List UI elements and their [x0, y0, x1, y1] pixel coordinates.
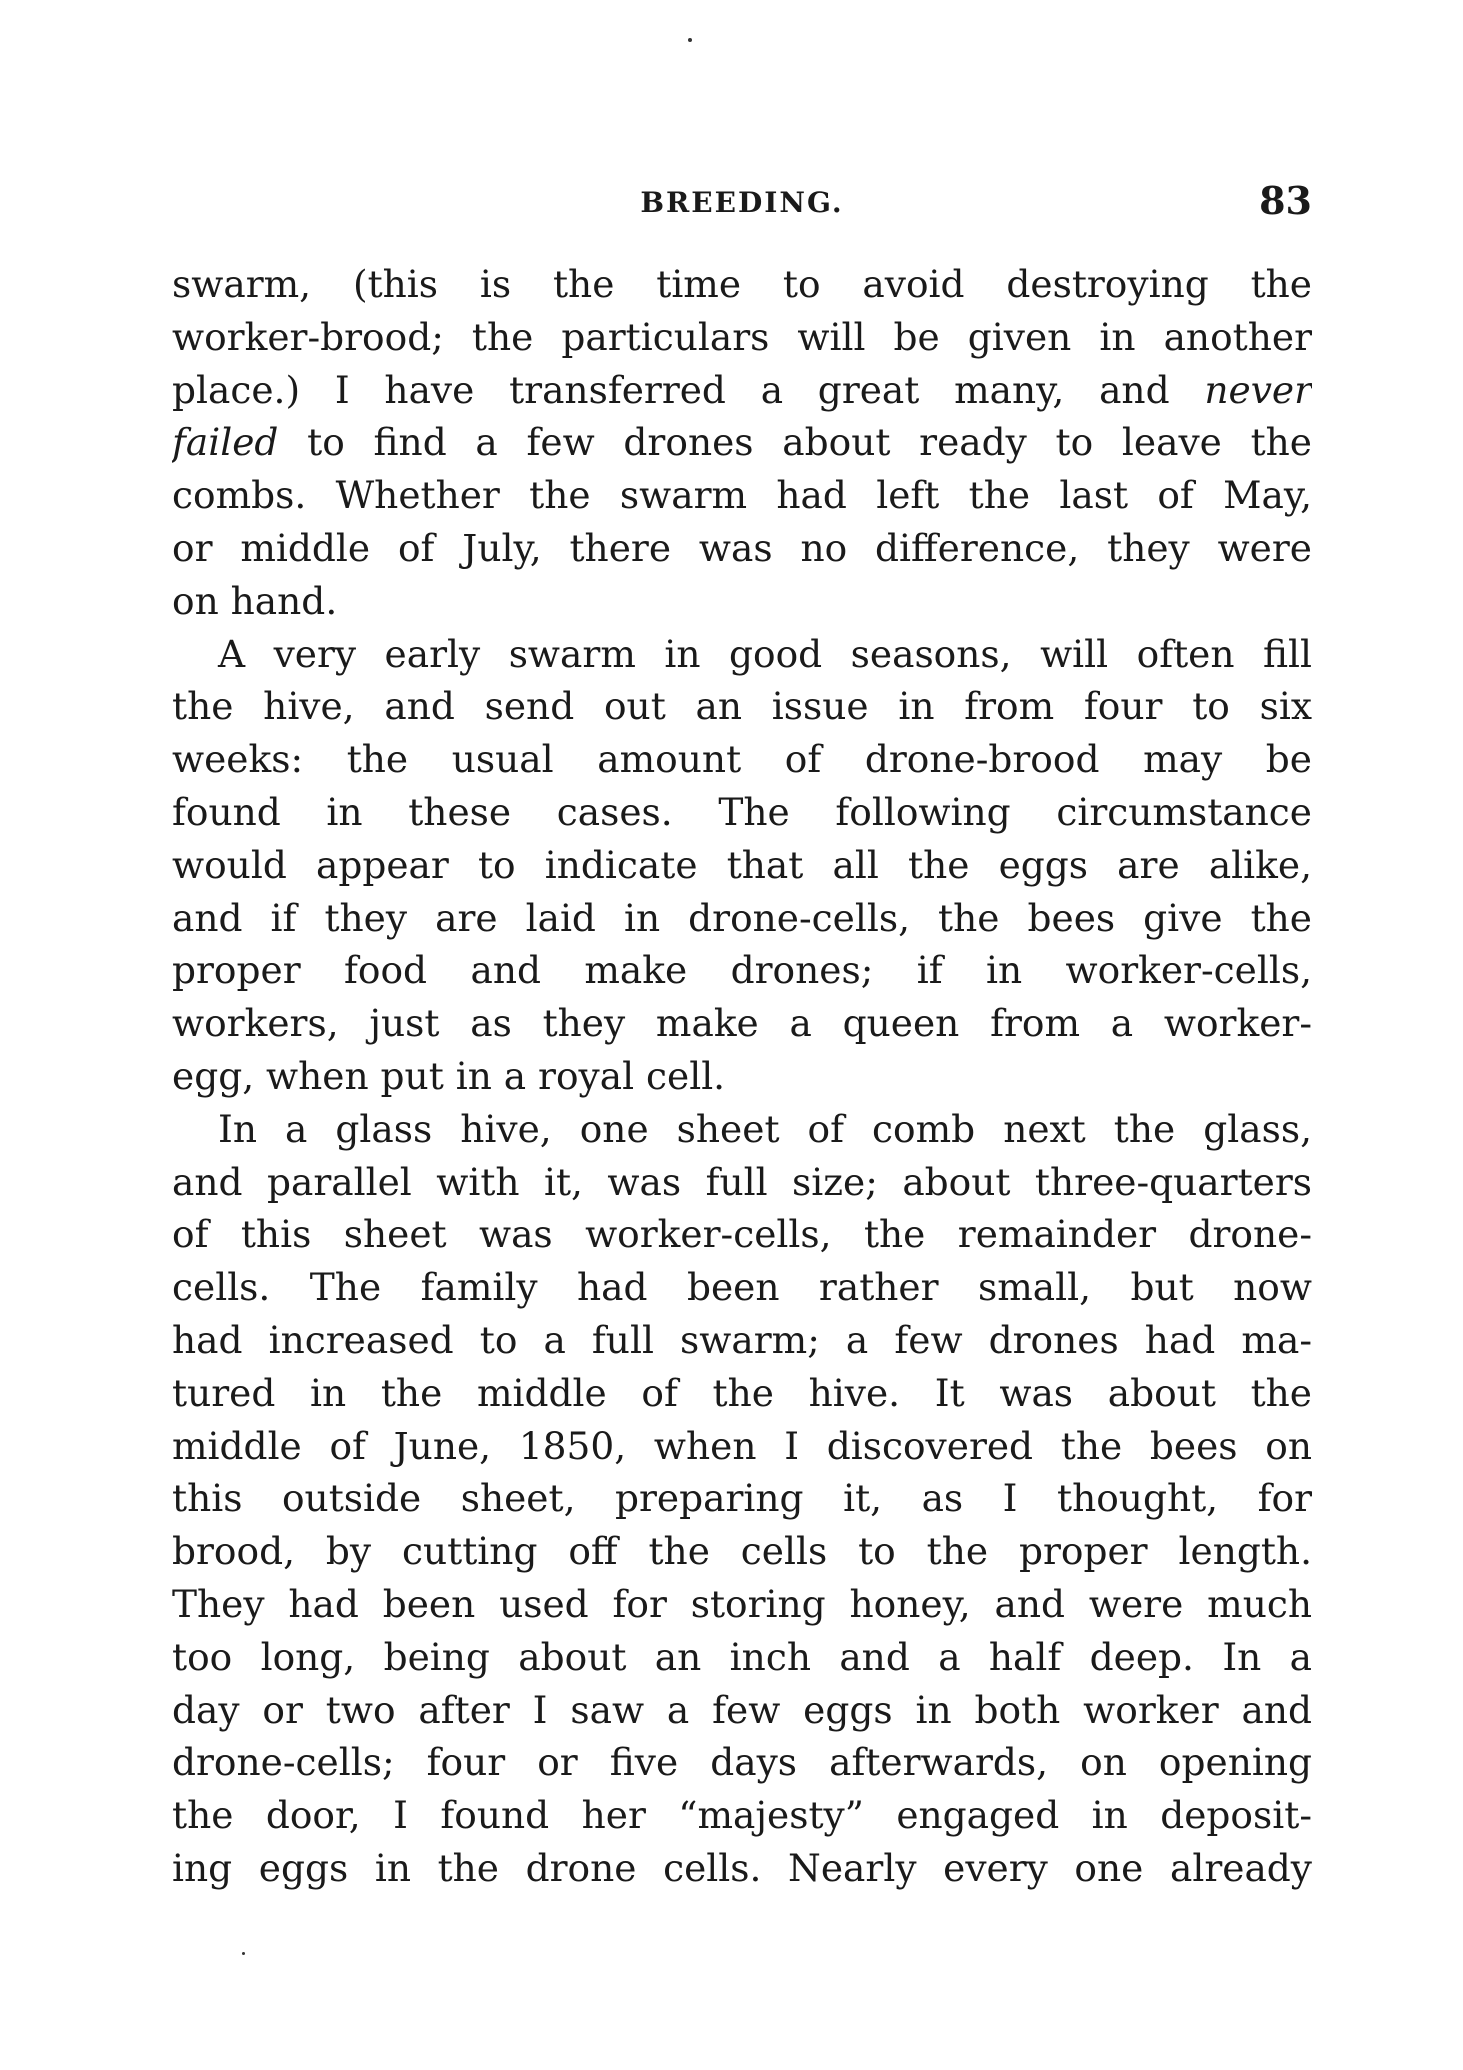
text-line: proper food and make drones; if in worker-cells,: [172, 948, 1312, 993]
text-line: brood, by cutting off the cells to the proper length.: [172, 1529, 1312, 1574]
paragraph-2: [172, 628, 1312, 1103]
text-line: worker-brood; the particulars will be given in another: [172, 314, 1312, 359]
text-line: tured in the middle of the hive. It was about the: [172, 1370, 1312, 1415]
ink-speck: [242, 1952, 245, 1955]
text-line: [172, 416, 1312, 469]
text-line: combs. Whether the swarm had left the last of May,: [172, 473, 1312, 518]
text-line: or middle of July, there was no difference, they were: [172, 525, 1312, 570]
text-line: too long, being about an inch and a half deep. In a: [172, 1634, 1312, 1679]
running-head: [172, 178, 1312, 228]
text-line: middle of June, 1850, when I discovered the bees on: [172, 1423, 1312, 1468]
text-line: would appear to indicate that all the eggs are alike,: [172, 842, 1312, 887]
text-span: to find a few drones about ready to leave the: [307, 420, 1312, 465]
body-text: [172, 258, 1312, 1895]
text-line: this outside sheet, preparing it, as I thought, for: [172, 1476, 1312, 1521]
text-line: In a glass hive, one sheet of comb next the glass,: [218, 1106, 1312, 1151]
text-line: drone-cells; four or five days afterwards, on opening: [172, 1740, 1312, 1785]
text-line: the door, I found her “majesty” engaged in deposit-: [172, 1793, 1312, 1838]
text-line: [172, 364, 1312, 417]
text-line: found in these cases. The following circumstance: [172, 789, 1312, 834]
running-title: BREEDING.: [640, 186, 844, 219]
paragraph-3: [172, 1103, 1312, 1895]
page-number: 83: [1259, 178, 1312, 223]
text-line: of this sheet was worker-cells, the remainder drone-: [172, 1212, 1312, 1257]
text-line: swarm, (this is the time to avoid destroying the: [172, 262, 1312, 306]
text-line: workers, just as they make a queen from a worker-: [172, 1001, 1312, 1046]
text-line: cells. The family had been rather small, but now: [172, 1265, 1312, 1310]
ink-speck: [688, 38, 692, 42]
text-line: weeks: the usual amount of drone-brood may be: [172, 737, 1312, 782]
text-line: on hand.: [172, 578, 338, 623]
text-line: the hive, and send out an issue in from four to six: [172, 684, 1312, 729]
text-line: and if they are laid in drone-cells, the bees give the: [172, 895, 1312, 940]
text-line: They had been used for storing honey, and were much: [172, 1581, 1312, 1626]
text-line: egg, when put in a royal cell.: [172, 1053, 726, 1098]
text-line: and parallel with it, was full size; about three-quarters: [172, 1159, 1312, 1204]
text-line: had increased to a full swarm; a few drones had ma-: [172, 1317, 1312, 1362]
text-span: place.) I have transferred a great many, and: [172, 367, 1205, 412]
italic-word: never: [1204, 367, 1312, 412]
text-line: ing eggs in the drone cells. Nearly every one already: [172, 1845, 1312, 1890]
italic-word: failed: [172, 420, 279, 465]
text-line: A very early swarm in good seasons, will often fill: [218, 631, 1312, 676]
paragraph-1: [172, 258, 1312, 628]
text-line: day or two after I saw a few eggs in both worker and: [172, 1687, 1312, 1732]
